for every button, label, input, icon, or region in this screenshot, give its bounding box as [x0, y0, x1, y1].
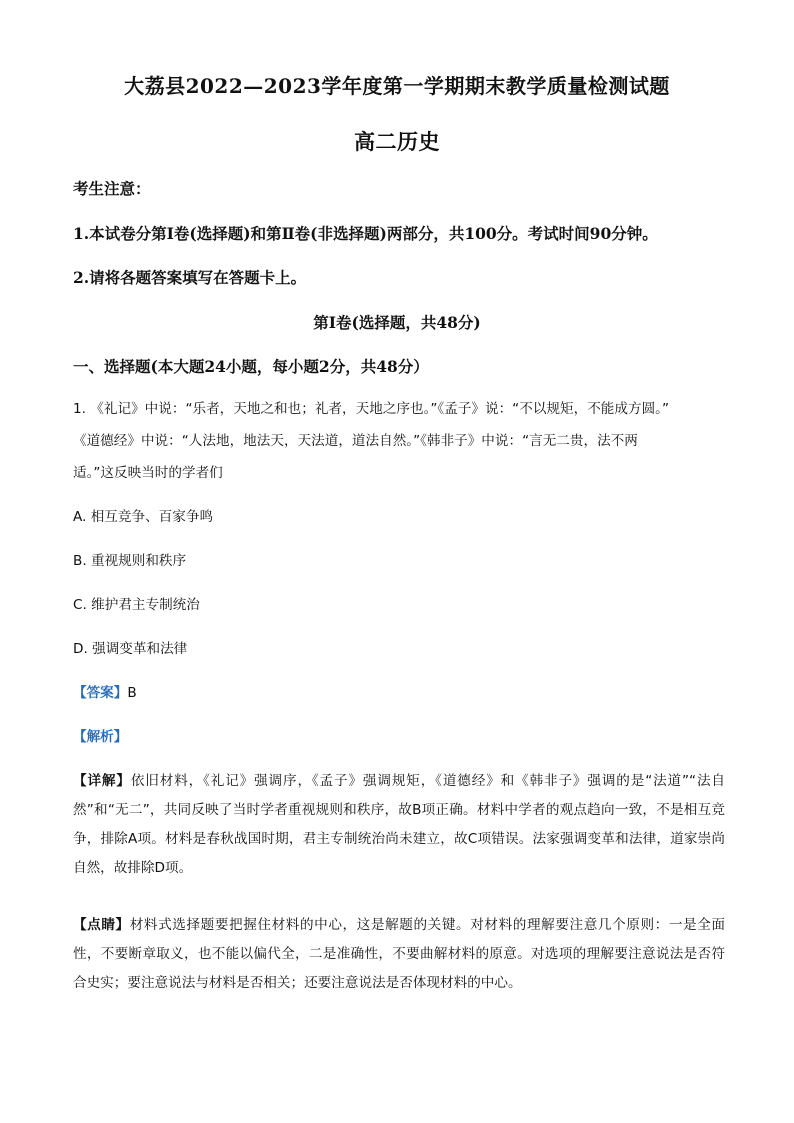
- option-d: D. 强调变革和法律: [73, 641, 188, 657]
- analysis-line: [73, 723, 734, 752]
- notice-heading: 考生注意：: [73, 179, 151, 198]
- detail-paragraph: [73, 767, 725, 883]
- detail-label: 【详解】: [73, 773, 131, 789]
- option-a: A. 相互竞争、百家争鸣: [73, 509, 214, 525]
- analysis-label: 【解析】: [73, 729, 128, 745]
- option-c: C. 维护君主专制统治: [73, 597, 200, 613]
- tip-label: 【点睛】: [73, 917, 130, 933]
- tip-text: 材料式选择题要把握住材料的中心，这是解题的关键。对材料的理解要注意几个原则：一是全面性，不要断章取义，也不能以偏代全，二是准确性，不要曲解材料的原意。对选项的理解要注意说法是否符合史实；要注意说法与材料是否相关；还要注意说法是否体现材料的中心。: [73, 917, 725, 991]
- part-title: 第Ⅰ卷(选择题，共48分): [313, 313, 481, 332]
- option-b: B. 重视规则和秩序: [73, 553, 187, 569]
- answer-label: 【答案】: [73, 685, 128, 701]
- question-stem-line-1: 1. 《礼记》中说：“乐者，天地之和也；礼者，天地之序也。”《孟子》说：“不以规矩，不能成方圆。”: [73, 401, 669, 417]
- answer-line: [73, 679, 734, 708]
- notice-item-2: 2.请将各题答案填写在答题卡上。: [73, 268, 307, 287]
- section-heading: 一、选择题(本大题24小题，每小题2分，共48分）: [73, 357, 429, 376]
- tip-paragraph: [73, 911, 725, 998]
- question-stem-line-3: 适。”这反映当时的学者们: [73, 465, 223, 481]
- exam-title: 大荔县2022—2023学年度第一学期期末教学质量检测试题: [124, 74, 670, 98]
- detail-text: 依旧材料，《礼记》强调序，《孟子》强调规矩，《道德经》和《韩非子》强调的是“法道”“法自然”和“无二”，共同反映了当时学者重视规则和秩序，故B项正确。材料中学者的观点趋向一致，不是相互竞争，排除A项。材料是春秋战国时期，君主专制统治尚未建立，故C项错误。法家强调变革和法律，道家崇尚自然，故排除D项。: [73, 773, 726, 876]
- question-stem-line-2: 《道德经》中说：“人法地，地法天，天法道，道法自然。”《韩非子》中说：“言无二贵，法不两: [73, 433, 638, 449]
- exam-subject: 高二历史: [354, 129, 440, 154]
- answer-value: B: [127, 685, 137, 701]
- notice-item-1: 1.本试卷分第Ⅰ卷(选择题)和第Ⅱ卷(非选择题)两部分，共100分。考试时间90分钟。: [73, 224, 658, 243]
